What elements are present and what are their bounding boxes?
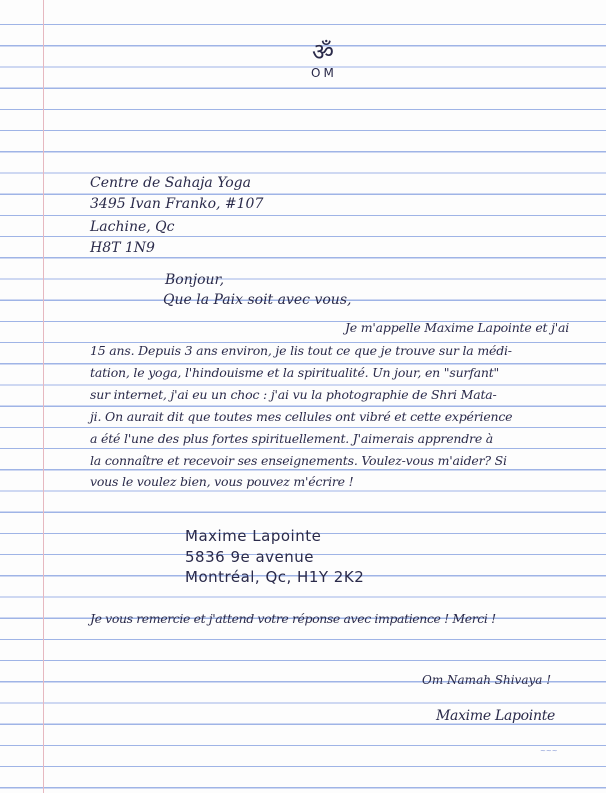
sender-line: 5836 9e avenue xyxy=(185,548,315,566)
closing-line: Om Namah Shivaya ! xyxy=(422,673,552,687)
body-line: tation, le yoga, l'hindouisme et la spiritualité. Un jour, en "surfant" xyxy=(90,365,500,380)
body-line: 15 ans. Depuis 3 ans environ, je lis tout ce que je trouve sur la médi- xyxy=(90,343,512,358)
thanks-line: Je vous remercie et j'attend votre réponse avec impatience ! Merci ! xyxy=(90,611,496,626)
sender-line: Montréal, Qc, H1Y 2K2 xyxy=(185,568,365,586)
body-line: vous le voulez bien, vous pouvez m'écrire ! xyxy=(90,474,354,489)
page-stamp: ~~~ xyxy=(540,747,558,755)
body-line: Je m'appelle Maxime Lapointe et j'ai xyxy=(345,320,570,335)
body-line: ji. On aurait dit que toutes mes cellules ont vibré et cette expérience xyxy=(90,409,513,424)
recipient-line: Lachine, Qc xyxy=(90,219,175,235)
page-margin-line xyxy=(43,0,44,793)
greeting-line: Que la Paix soit avec vous, xyxy=(163,292,352,308)
om-word: OM xyxy=(311,66,337,80)
sender-line: Maxime Lapointe xyxy=(185,527,322,545)
recipient-line: H8T 1N9 xyxy=(90,240,155,256)
recipient-line: Centre de Sahaja Yoga xyxy=(90,175,251,191)
recipient-line: 3495 Ivan Franko, #107 xyxy=(90,196,264,212)
body-line: a été l'une des plus fortes spirituellement. J'aimerais apprendre à xyxy=(90,431,494,446)
body-line: sur internet, j'ai eu un choc : j'ai vu la photographie de Shri Mata- xyxy=(90,387,497,402)
greeting-line: Bonjour, xyxy=(165,272,225,288)
body-line: la connaître et recevoir ses enseignements. Voulez-vous m'aider? Si xyxy=(90,453,507,468)
om-symbol: ॐ xyxy=(312,38,334,66)
signature: Maxime Lapointe xyxy=(436,708,556,724)
